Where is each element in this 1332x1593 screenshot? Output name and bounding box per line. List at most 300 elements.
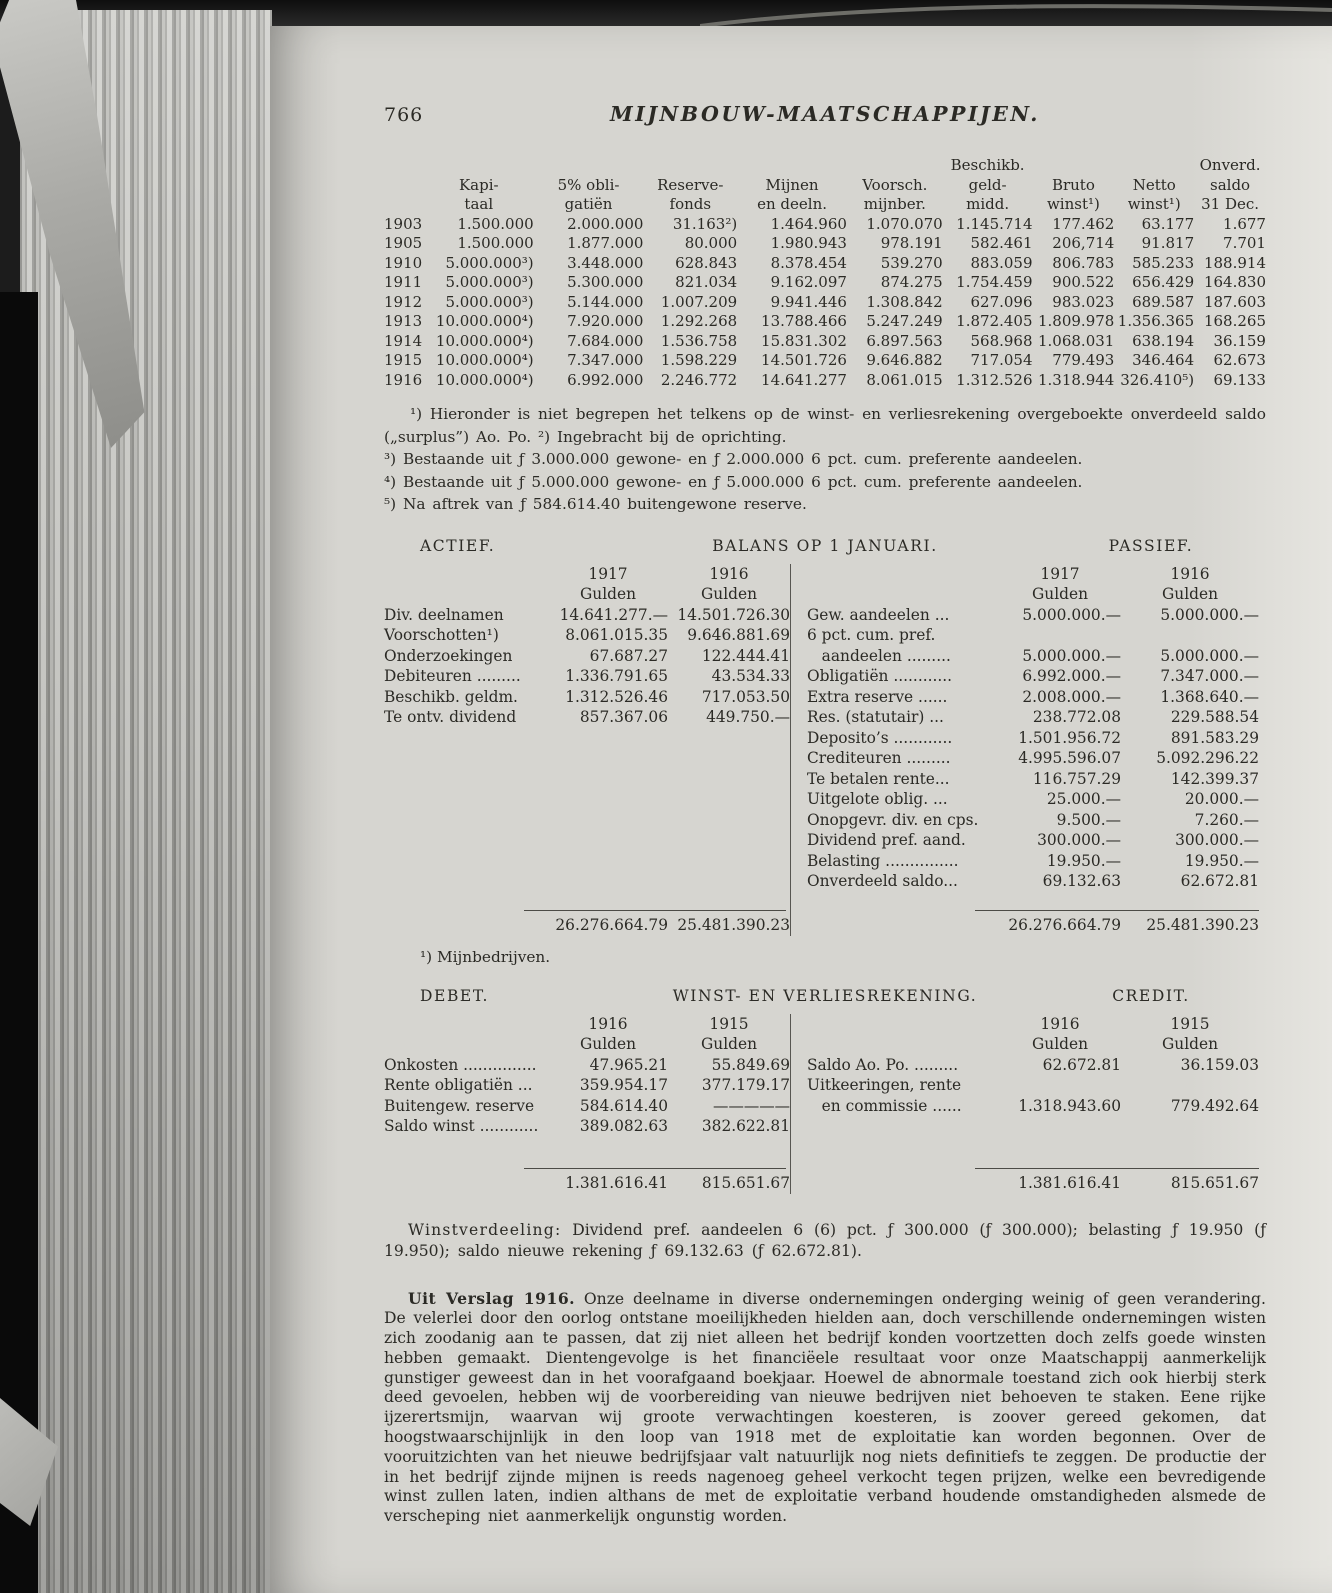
amount-cell: 900.522 (1052, 273, 1115, 291)
amount-col2: 449.750.— (706, 708, 790, 726)
amount-col1 (999, 625, 1121, 646)
total-amount: 1.381.616.41 (1018, 1174, 1121, 1192)
ledger-line (807, 646, 1266, 667)
amount-cell: 1.308.842 (866, 292, 943, 311)
amount-cell: 63.177 (1141, 214, 1195, 233)
total-amount: 25.481.390.23 (1146, 916, 1259, 934)
year-header-row (384, 1014, 790, 1035)
amount-col2: 7.260.— (1194, 810, 1259, 829)
currency-header-row (807, 1034, 1266, 1055)
amount-col1: 6.992.000.— (1022, 667, 1121, 685)
amount-cell: 14.501.726 (761, 351, 847, 369)
amount-cell: 7.684.000 (567, 331, 644, 350)
amount-cell: 779.493 (1052, 351, 1115, 369)
ledger-label: Belasting ............... (807, 851, 959, 870)
spacer (807, 1014, 999, 1035)
year-column-header: 1916 (588, 1014, 628, 1033)
amount-col2: ————— (713, 1096, 790, 1115)
history-header-cell: geld- (968, 175, 1007, 194)
currency-label: Gulden (579, 585, 636, 603)
book-page (270, 26, 1332, 1593)
spacer (384, 1034, 548, 1055)
history-header-cell: 5% obli- (557, 175, 620, 194)
year-header-row (384, 564, 790, 585)
amount-cell: 628.843 (675, 253, 738, 272)
passief-heading: PASSIEF. (1108, 536, 1194, 555)
currency-label: Gulden (700, 1035, 757, 1053)
amount-cell: 1.292.268 (660, 312, 738, 330)
ledger-line (384, 646, 790, 667)
amount-cell: 326.410⁵) (1120, 370, 1195, 389)
credit-total (807, 1158, 1266, 1194)
ledger-label: Rente obligatiën ... (384, 1076, 533, 1094)
history-header-cell (384, 176, 424, 196)
history-header-cell: winst¹) (1127, 195, 1181, 213)
amount-col2: 779.492.64 (1170, 1096, 1259, 1115)
ledger-label: Div. deelnamen (384, 605, 504, 624)
ledger-label: Saldo winst ............ (384, 1117, 539, 1135)
amount-cell: 80.000 (684, 234, 738, 252)
background-shadow (0, 292, 38, 1593)
ledger-line (807, 707, 1266, 728)
amount-col1: 1.336.791.65 (565, 667, 668, 685)
amount-cell: 582.461 (970, 234, 1033, 252)
ledger-label: Onkosten ............... (384, 1055, 537, 1074)
history-header-cell: Bruto (1051, 175, 1095, 194)
year-cell: 1905 (384, 234, 423, 252)
amount-cell: 1.500.000 (457, 214, 534, 233)
amount-cell: 1.500.000 (457, 234, 534, 252)
history-header-cell: Netto (1132, 175, 1176, 194)
history-header-cell: Beschikb. (950, 156, 1025, 174)
total-amount: 26.276.664.79 (555, 916, 668, 934)
amount-cell: 1.754.459 (956, 273, 1033, 291)
page-header (384, 102, 1266, 126)
amount-cell: 187.603 (1203, 292, 1266, 311)
amount-col2: 717.053.50 (701, 687, 790, 706)
debet-heading: DEBET. (420, 986, 490, 1005)
amount-cell: 1.677 (1223, 214, 1266, 233)
ledger-label: en commissie ...... (807, 1096, 962, 1115)
amount-cell: 2.000.000 (567, 214, 644, 233)
amount-col1: 69.132.63 (1042, 872, 1121, 890)
ledger-label: Deposito’s ............ (807, 728, 953, 747)
amount-cell: 1.007.209 (660, 292, 738, 311)
ledger-label: Beschikb. geldm. (384, 687, 518, 706)
ledger-line (807, 851, 1266, 872)
spacer (384, 915, 548, 936)
year-column-header: 1917 (1040, 564, 1080, 583)
amount-col2: 7.347.000.— (1160, 667, 1259, 685)
currency-label: Gulden (1031, 1035, 1088, 1053)
amount-cell: 9.162.097 (770, 273, 847, 291)
history-data-row (384, 332, 1266, 352)
amount-col1: 116.757.29 (1032, 769, 1121, 788)
amount-col1: 5.000.000.— (1022, 605, 1121, 624)
ledger-line (384, 707, 790, 728)
ledger-line (384, 605, 790, 626)
history-data-row (384, 254, 1266, 274)
currency-label: Gulden (700, 585, 757, 603)
amount-col1: 67.687.27 (589, 646, 668, 665)
amount-cell: 1.312.526 (956, 370, 1033, 389)
history-header-cell: taal (464, 195, 494, 213)
year-header-row (807, 564, 1266, 585)
credit-column (790, 1014, 1266, 1194)
amount-col1: 857.367.06 (579, 708, 668, 726)
amount-cell: 1.068.031 (1037, 331, 1115, 350)
ledger-line (807, 728, 1266, 749)
ledger-line (384, 1096, 790, 1117)
verslag-paragraph (384, 1289, 1266, 1528)
total-amount: 1.381.616.41 (565, 1174, 668, 1192)
ledger-label: Buitengew. reserve (384, 1096, 535, 1115)
amount-cell: 1.145.714 (956, 214, 1033, 233)
amount-cell: 10.000.000⁴) (435, 370, 534, 389)
winstverdeeling-text: Dividend pref. aandeelen 6 (6) pct. ƒ 300.000 (ƒ 300.000); belasting ƒ 19.950 (ƒ 19.950); saldo nieuwe rekening ƒ 69.132.63 (ƒ 62.672.81). (384, 1220, 1266, 1260)
history-data-row (384, 215, 1266, 235)
ledger-label: Te betalen rente... (807, 769, 950, 788)
amount-cell: 36.159 (1213, 331, 1266, 350)
amount-col2: 62.672.81 (1180, 872, 1259, 890)
ledger-line (807, 1075, 1266, 1096)
amount-cell: 821.034 (675, 273, 738, 291)
year-cell: 1916 (384, 370, 423, 389)
spacer (807, 915, 999, 936)
ledger-label: Te ontv. dividend (384, 708, 517, 726)
spacer (807, 564, 999, 585)
currency-label: Gulden (1161, 1035, 1218, 1053)
amount-col1: 1.501.956.72 (1018, 728, 1121, 747)
amount-cell: 978.191 (880, 234, 943, 252)
balance-headings (384, 537, 1266, 555)
profit-loss-title: WINST- EN VERLIESREKENING. (672, 986, 978, 1005)
balance-sheet (384, 564, 1266, 936)
amount-cell: 10.000.000⁴) (435, 331, 534, 350)
year-cell: 1915 (384, 351, 423, 369)
amount-cell: 15.831.302 (761, 331, 847, 350)
winstverdeeling-paragraph (384, 1220, 1266, 1262)
amount-cell: 1.980.943 (770, 234, 847, 252)
history-header-cell: en deeln. (757, 195, 827, 213)
ledger-label: Uitgelote oblig. ... (807, 790, 948, 808)
history-header-cell: Reserve- (657, 175, 724, 194)
amount-cell: 9.646.882 (866, 351, 943, 369)
amount-cell: 62.673 (1213, 351, 1266, 369)
history-data-row (384, 293, 1266, 313)
page-title: MIJNBOUW-MAATSCHAPPIJEN. (610, 102, 1040, 126)
ledger-line (807, 871, 1266, 892)
year-header-row (807, 1014, 1266, 1035)
amount-cell: 5.000.000³) (445, 253, 534, 272)
passief-total (807, 900, 1266, 936)
amount-col2: 142.399.37 (1170, 769, 1259, 788)
amount-col1: 25.000.— (1046, 790, 1121, 808)
amount-cell: 14.641.277 (761, 370, 847, 389)
ledger-label: Res. (statutair) ... (807, 708, 944, 726)
spacer (384, 584, 548, 605)
amount-cell: 10.000.000⁴) (435, 351, 534, 369)
amount-cell: 656.429 (1132, 273, 1195, 291)
amount-col2: 9.646.881.69 (687, 626, 790, 644)
amount-cell: 2.246.772 (660, 370, 738, 389)
actief-total (384, 900, 790, 936)
amount-col1: 47.965.21 (589, 1055, 668, 1074)
history-header-cell: mijnber. (863, 195, 926, 213)
history-header-cell: Onverd. (1199, 156, 1261, 174)
amount-cell: 9.941.446 (770, 292, 847, 311)
amount-col2: 36.159.03 (1180, 1055, 1259, 1074)
credit-heading: CREDIT. (1112, 986, 1190, 1005)
ledger-line (384, 625, 790, 646)
history-data-row (384, 371, 1266, 391)
amount-col1: 300.000.— (1037, 831, 1121, 849)
amount-cell: 1.318.944 (1037, 370, 1115, 389)
footnote: ⁵) Na aftrek van ƒ 584.614.40 buitengewone reserve. (384, 495, 807, 513)
amount-cell: 1.356.365 (1117, 312, 1195, 330)
amount-cell: 5.144.000 (567, 292, 644, 311)
balance-title: BALANS OP 1 JANUARI. (712, 536, 938, 555)
ledger-line (807, 830, 1266, 851)
history-header-cell (847, 156, 943, 176)
amount-cell: 568.968 (970, 331, 1033, 350)
amount-col1 (999, 1075, 1121, 1096)
year-column-header: 1916 (1040, 1014, 1080, 1033)
spacer (807, 1034, 999, 1055)
year-cell: 1913 (384, 312, 423, 330)
amount-cell: 188.914 (1203, 253, 1266, 272)
amount-cell: 883.059 (970, 253, 1033, 272)
amount-col1: 1.312.526.46 (565, 687, 668, 706)
amount-cell: 1.598.229 (660, 351, 738, 369)
ledger-line (384, 1055, 790, 1076)
amount-cell: 10.000.000⁴) (435, 312, 534, 330)
profit-loss-statement (384, 1014, 1266, 1194)
amount-cell: 31.163²) (672, 214, 738, 233)
amount-cell: 717.054 (970, 351, 1033, 369)
year-column-header: 1916 (709, 564, 749, 583)
ledger-line (384, 1116, 790, 1137)
year-column-header: 1915 (1170, 1014, 1210, 1033)
history-header-cell (1114, 156, 1194, 176)
history-header-cell: Voorsch. (862, 175, 928, 194)
amount-cell: 346.464 (1132, 351, 1195, 369)
amount-col2 (1121, 1075, 1259, 1096)
amount-cell: 91.817 (1141, 234, 1195, 252)
ledger-line (807, 810, 1266, 831)
amount-cell: 177.462 (1052, 214, 1115, 233)
verslag-lead: Uit Verslag 1916. (408, 1288, 576, 1308)
amount-cell: 638.194 (1132, 331, 1195, 350)
ledger-label: Obligatiën ............ (807, 667, 953, 685)
ledger-label: Gew. aandeelen ... (807, 605, 950, 624)
amount-col2: 377.179.17 (701, 1076, 790, 1094)
amount-cell: 983.023 (1052, 292, 1115, 311)
history-header-cell (1033, 156, 1115, 176)
amount-col1: 584.614.40 (579, 1096, 668, 1115)
ledger-label: Debiteuren ......... (384, 667, 521, 685)
total-amount: 25.481.390.23 (677, 916, 790, 934)
history-header-cell (534, 156, 644, 176)
year-column-header: 1916 (1170, 564, 1210, 583)
amount-col1: 62.672.81 (1042, 1055, 1121, 1074)
amount-cell: 585.233 (1132, 253, 1195, 272)
history-table (384, 156, 1266, 390)
year-column-header: 1915 (709, 1014, 749, 1033)
amount-col1: 14.641.277.— (559, 605, 668, 624)
ledger-line (807, 789, 1266, 810)
amount-cell: 1.872.405 (956, 312, 1033, 330)
ledger-label: Crediteuren ......... (807, 749, 951, 767)
year-cell: 1911 (384, 273, 423, 291)
history-header-cell (643, 156, 737, 176)
passief-column (790, 564, 1266, 936)
spacer (384, 1014, 548, 1035)
ledger-label: Voorschotten¹) (384, 626, 499, 644)
ledger-line (807, 1055, 1266, 1076)
year-cell: 1914 (384, 331, 423, 350)
footnote: ³) Bestaande uit ƒ 3.000.000 gewone- en ƒ 2.000.000 6 pct. cum. preferente aandeelen. (384, 450, 1083, 468)
ledger-label: Dividend pref. aand. (807, 831, 966, 849)
amount-cell: 69.133 (1213, 370, 1266, 389)
actief-column (384, 564, 790, 936)
verslag-text: Onze deelname in diverse ondernemingen onderging weinig of geen verandering. De velerlei door den oorlog ontstane moeilijkheden hielden aan, doch verschillende ondernemingen wisten zich zoodanig aan te passen, dat zij niet alleen het bedrijf konden voortzetten doch zelfs goede winsten hebben gemaakt. Dientengevolge is het financiëele resultaat voor onze Maatschappij aanmerkelijk gunstiger geweest dan in het voorafgaand boekjaar. Hoewel de abnormale toestand zich ook hierbij sterk deed gevoelen, hebben wij de voorbereiding van nieuwe bedrijven niet behoeven te staken. Eene rijke ijzerertsmijn, waarvan wij groote verwachtingen koesteren, is zoover gereed gekomen, dat hoogstwaarschijnlijk in den loop van 1918 met de exploitatie kan worden begonnen. Over de vooruitzichten van het nieuwe bedrijfsjaar valt natuurlijk nog niets definitiefs te zeggen. De productie der in het bedrijf zijnde mijnen is reeds nagenoeg geheel verkocht tegen prijzen, welke een bevredigende winst zullen laten, indien althans de met de exploitatie verband houdende omstandigheden alsmede de verscheping niet aanmerkelijk ongunstig worden. (384, 1289, 1266, 1526)
footnote: ⁴) Bestaande uit ƒ 5.000.000 gewone- en ƒ 5.000.000 6 pct. cum. preferente aandeelen. (384, 472, 1083, 491)
history-header-row (384, 156, 1266, 176)
amount-cell: 1.536.758 (660, 331, 738, 350)
history-header-cell (424, 156, 534, 176)
spacer (384, 1173, 548, 1194)
spacer (384, 564, 548, 585)
amount-col2: 5.092.296.22 (1156, 749, 1259, 767)
year-cell: 1903 (384, 214, 423, 233)
history-header-cell: saldo (1210, 175, 1251, 194)
amount-cell: 5.000.000³) (445, 292, 534, 311)
amount-cell: 6.992.000 (567, 370, 644, 389)
debet-column (384, 1014, 790, 1194)
amount-cell: 5.300.000 (567, 273, 644, 291)
ledger-line (807, 666, 1266, 687)
ledger-label: 6 pct. cum. pref. (807, 626, 936, 644)
ledger-label: Uitkeeringen, rente (807, 1076, 962, 1094)
history-header-row (384, 176, 1266, 196)
amount-col1: 238.772.08 (1032, 708, 1121, 726)
history-data-row (384, 351, 1266, 371)
amount-cell: 689.587 (1132, 292, 1195, 311)
history-header-cell (384, 156, 424, 176)
amount-cell: 6.897.563 (866, 331, 943, 350)
total-amount: 815.651.67 (1170, 1174, 1259, 1192)
amount-col1: 4.995.596.07 (1018, 749, 1121, 767)
year-column-header: 1917 (588, 564, 628, 583)
amount-cell: 3.448.000 (567, 253, 644, 272)
amount-col1: 19.950.— (1046, 851, 1121, 870)
amount-col2: 14.501.726.30 (677, 605, 790, 624)
amount-col2: 229.588.54 (1170, 708, 1259, 726)
amount-col1: 1.318.943.60 (1018, 1096, 1121, 1115)
ledger-line (807, 1096, 1266, 1117)
footnotes-block (384, 403, 1266, 516)
ledger-line (807, 625, 1266, 646)
year-cell: 1912 (384, 292, 423, 311)
amount-cell: 627.096 (970, 292, 1033, 311)
ledger-line (384, 666, 790, 687)
currency-header-row (384, 1034, 790, 1055)
amount-cell: 539.270 (880, 253, 943, 272)
amount-col2: 43.534.33 (711, 667, 790, 685)
amount-col2: 5.000.000.— (1160, 605, 1259, 624)
actief-heading: ACTIEF. (420, 536, 496, 555)
amount-cell: 7.347.000 (567, 351, 644, 369)
ledger-label: aandeelen ......... (807, 646, 951, 665)
amount-col1: 5.000.000.— (1022, 646, 1121, 665)
history-header-cell: gatiën (564, 195, 613, 213)
spacer (807, 584, 999, 605)
history-header-cell: 31 Dec. (1201, 195, 1260, 213)
amount-col2 (1121, 625, 1259, 646)
history-header-cell: Mijnen (765, 175, 819, 194)
currency-header-row (384, 584, 790, 605)
profit-loss-headings (384, 987, 1266, 1005)
amount-cell: 1.877.000 (567, 234, 644, 252)
currency-label: Gulden (1161, 585, 1218, 603)
amount-col1: 359.954.17 (579, 1076, 668, 1094)
amount-col2: 20.000.— (1184, 790, 1259, 808)
amount-cell: 1.070.070 (866, 214, 943, 233)
page-number: 766 (384, 104, 424, 126)
ledger-label: Saldo Ao. Po. ......... (807, 1055, 959, 1074)
ledger-line (807, 769, 1266, 790)
history-header-cell: midd. (966, 195, 1010, 213)
amount-col2: 382.622.81 (701, 1117, 790, 1135)
ledger-line (384, 687, 790, 708)
history-header-cell (737, 156, 847, 176)
total-amount: 815.651.67 (701, 1174, 790, 1192)
ledger-line (807, 605, 1266, 626)
amount-cell: 168.265 (1203, 312, 1266, 330)
amount-cell: 806.783 (1052, 253, 1115, 272)
year-cell: 1910 (384, 253, 423, 272)
ledger-label: Onopgevr. div. en cps. (807, 810, 979, 829)
amount-col2: 122.444.41 (701, 646, 790, 665)
amount-cell: 1.809.978 (1037, 312, 1115, 330)
currency-label: Gulden (579, 1035, 636, 1053)
amount-col2: 300.000.— (1175, 831, 1259, 849)
ledger-label: Onverdeeld saldo... (807, 872, 958, 890)
history-header-cell: Kapi- (458, 175, 499, 194)
ledger-label: Onderzoekingen (384, 646, 513, 665)
ledger-label: Extra reserve ...... (807, 687, 948, 706)
amount-cell: 874.275 (880, 273, 943, 291)
amount-cell: 164.830 (1203, 273, 1266, 291)
history-header-cell (384, 195, 424, 215)
currency-label: Gulden (1031, 585, 1088, 603)
currency-header-row (807, 584, 1266, 605)
amount-col2: 5.000.000.— (1160, 646, 1259, 665)
ledger-line (807, 687, 1266, 708)
spacer (807, 1173, 999, 1194)
amount-col2: 891.583.29 (1170, 728, 1259, 747)
amount-cell: 7.920.000 (567, 312, 644, 330)
history-data-row (384, 312, 1266, 332)
winstverdeeling-lead: Winstverdeeling: (408, 1220, 562, 1239)
amount-col1: 9.500.— (1056, 810, 1121, 829)
amount-col2: 55.849.69 (711, 1055, 790, 1074)
amount-cell: 1.464.960 (770, 214, 847, 233)
history-header-row (384, 195, 1266, 215)
amount-col1: 8.061.015.35 (565, 626, 668, 644)
history-header-cell: winst¹) (1046, 195, 1100, 213)
